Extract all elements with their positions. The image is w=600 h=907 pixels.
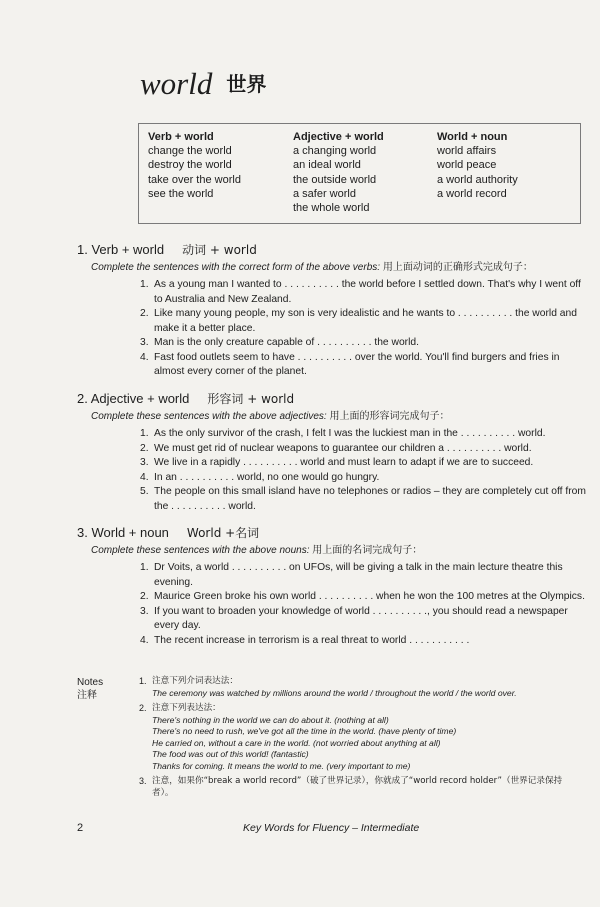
exercise-text: As a young man I wanted to . . . . . . . . . . the world before I settled down. That's why I went off to Australia and New Zealand. [154, 279, 581, 305]
section-instruction [91, 409, 587, 424]
exercise-number: 2. [140, 308, 149, 319]
exercise-item [77, 442, 587, 457]
section-title: Verb + world [91, 242, 165, 257]
collocation-item: a changing world [293, 145, 377, 158]
exercise-number: 4. [140, 634, 149, 646]
note-example: He carried on, without a care in the world. (not worried about anything at all) [152, 737, 441, 748]
exercise-item [77, 307, 587, 336]
exercise-item [77, 561, 587, 590]
collocation-column-adjective [293, 130, 384, 215]
collocation-item: the outside world [293, 173, 377, 186]
footer-book-title: Key Words for Fluency – Intermediate [243, 822, 420, 834]
collocation-heading: World + noun [437, 131, 508, 143]
exercise-section-verb [77, 240, 587, 380]
notes-list [139, 676, 579, 803]
exercise-text: Dr Voits, a world . . . . . . . . . . on UFOs, will be giving a talk in the main lecture theatre this evening. [154, 562, 563, 588]
page-title [140, 66, 266, 102]
instruction-text: Complete these sentences with the above adjectives: [91, 411, 327, 422]
section-title: Adjective + world [90, 391, 190, 406]
collocation-item: a world record [437, 187, 507, 200]
exercise-number: 1. [140, 279, 149, 290]
notes-label-cn: 注释 [77, 690, 97, 701]
exercise-text: The people on this small island have no telephones or radios – they are completely cut off from the . . . . . . . . . . world. [154, 486, 586, 512]
exercise-item [77, 427, 587, 442]
exercise-section-adjective [77, 389, 587, 514]
exercise-text: Like many young people, my son is very idealistic and he wants to . . . . . . . . . . the world and make it a better place. [154, 308, 577, 334]
exercise-item [77, 605, 587, 634]
exercise-item [77, 456, 587, 471]
note-example: Thanks for coming. It means the world to me. (very important to me) [152, 760, 411, 771]
exercise-item [77, 336, 587, 351]
exercise-number: 3. [140, 605, 149, 617]
collocation-item: see the world [148, 187, 214, 200]
exercise-item [77, 471, 587, 486]
collocation-item: the whole world [293, 202, 370, 215]
note-item [139, 776, 579, 799]
instruction-text-cn: 用上面的形容词完成句子： [329, 411, 450, 422]
exercise-text: Maurice Green broke his own world . . . . . . . . . . when he won the 100 metres at the Olympics. [154, 591, 585, 602]
exercise-number: 2. [140, 442, 149, 454]
exercise-text: As the only survivor of the crash, I felt I was the luckiest man in the . . . . . . . . . . world. [154, 428, 546, 439]
exercise-item [77, 351, 587, 380]
exercise-list [77, 561, 587, 648]
section-instruction [91, 543, 587, 558]
note-item [139, 676, 579, 699]
collocation-item: change the world [148, 145, 232, 158]
collocation-heading: Adjective + world [293, 131, 384, 143]
collocation-box [138, 123, 581, 224]
collocation-heading: Verb + world [148, 131, 214, 143]
section-heading [77, 389, 587, 409]
section-title-cn: 动词 + world [182, 243, 257, 257]
note-number: 2. [139, 703, 147, 713]
instruction-text-cn: 用上面的名词完成句子： [312, 545, 423, 556]
exercise-list [77, 427, 587, 514]
exercise-item [77, 590, 587, 605]
section-instruction [91, 260, 587, 275]
instruction-text-cn: 用上面动词的正确形式完成句子： [382, 262, 533, 273]
exercise-text: We must get rid of nuclear weapons to guarantee our children a . . . . . . . . . . world. [154, 442, 532, 454]
section-number: 2. [77, 391, 88, 406]
notes-label [77, 676, 103, 702]
page-number: 2 [77, 822, 84, 834]
exercise-text: In an . . . . . . . . . . world, no one would go hungry. [154, 471, 380, 483]
note-text-cn: 注意，如果你“break a world record”（破了世界记录），你就成了“world record holder”（世界记录保持者）。 [152, 776, 563, 798]
exercise-number: 3. [140, 337, 149, 348]
section-heading [77, 240, 587, 260]
exercise-section-noun [77, 523, 587, 648]
exercise-number: 3. [140, 457, 149, 468]
note-item [139, 703, 579, 772]
collocation-item: destroy the world [148, 159, 232, 172]
note-example: There's no need to rush, we've got all the time in the world. (have plenty of time) [152, 726, 457, 736]
exercise-number: 4. [140, 351, 149, 363]
exercise-number: 1. [140, 428, 149, 439]
exercise-number: 5. [140, 486, 149, 497]
section-title: World + noun [91, 525, 169, 540]
title-word: world [140, 66, 213, 101]
note-intro-cn: 注意下列介词表达法： [152, 676, 238, 686]
instruction-text: Complete the sentences with the correct form of the above verbs: [91, 262, 381, 273]
collocation-item: a world authority [437, 173, 518, 186]
exercise-text: Man is the only creature capable of . . . . . . . . . . the world. [154, 337, 419, 348]
exercise-list [77, 278, 587, 380]
note-number: 1. [139, 676, 147, 686]
exercise-number: 1. [140, 562, 149, 573]
exercise-text: Fast food outlets seem to have . . . . . . . . . . over the world. You'll find burgers and fries in almost every corner of the planet. [154, 351, 560, 377]
title-chinese: 世界 [226, 72, 267, 96]
instruction-text: Complete these sentences with the above nouns: [91, 545, 310, 556]
collocation-item: an ideal world [293, 159, 361, 172]
exercise-item [77, 278, 587, 307]
exercise-text: The recent increase in terrorism is a real threat to world . . . . . . . . . . . [154, 634, 470, 646]
section-title-cn: 形容词 + world [207, 392, 295, 406]
collocation-item: take over the world [148, 173, 241, 186]
exercise-number: 4. [140, 471, 149, 483]
collocation-item: world affairs [437, 145, 497, 158]
exercise-number: 2. [140, 591, 149, 602]
note-example: There's nothing in the world we can do about it. (nothing at all) [152, 714, 389, 725]
note-number: 3. [139, 776, 147, 786]
collocation-column-verb [148, 130, 241, 201]
collocation-item: world peace [437, 159, 497, 172]
exercise-text: If you want to broaden your knowledge of world . . . . . . . . . ., you should read a newspaper every day. [154, 605, 568, 631]
note-intro-cn: 注意下列表达法： [152, 703, 221, 713]
collocation-column-noun [437, 130, 518, 201]
section-title-cn: World +名词 [186, 526, 260, 540]
exercise-text: We live in a rapidly . . . . . . . . . . world and must learn to adapt if we are to succeed. [154, 457, 534, 468]
collocation-item: a safer world [293, 187, 356, 200]
note-example: The ceremony was watched by millions around the world / throughout the world / the world over. [152, 687, 517, 698]
note-example: The food was out of this world! (fantastic) [152, 749, 309, 759]
section-number: 3. [77, 525, 88, 540]
exercise-item [77, 485, 587, 514]
section-number: 1. [77, 242, 88, 257]
notes-label-en: Notes [77, 677, 104, 688]
section-heading [77, 523, 587, 543]
exercise-item [77, 634, 587, 649]
